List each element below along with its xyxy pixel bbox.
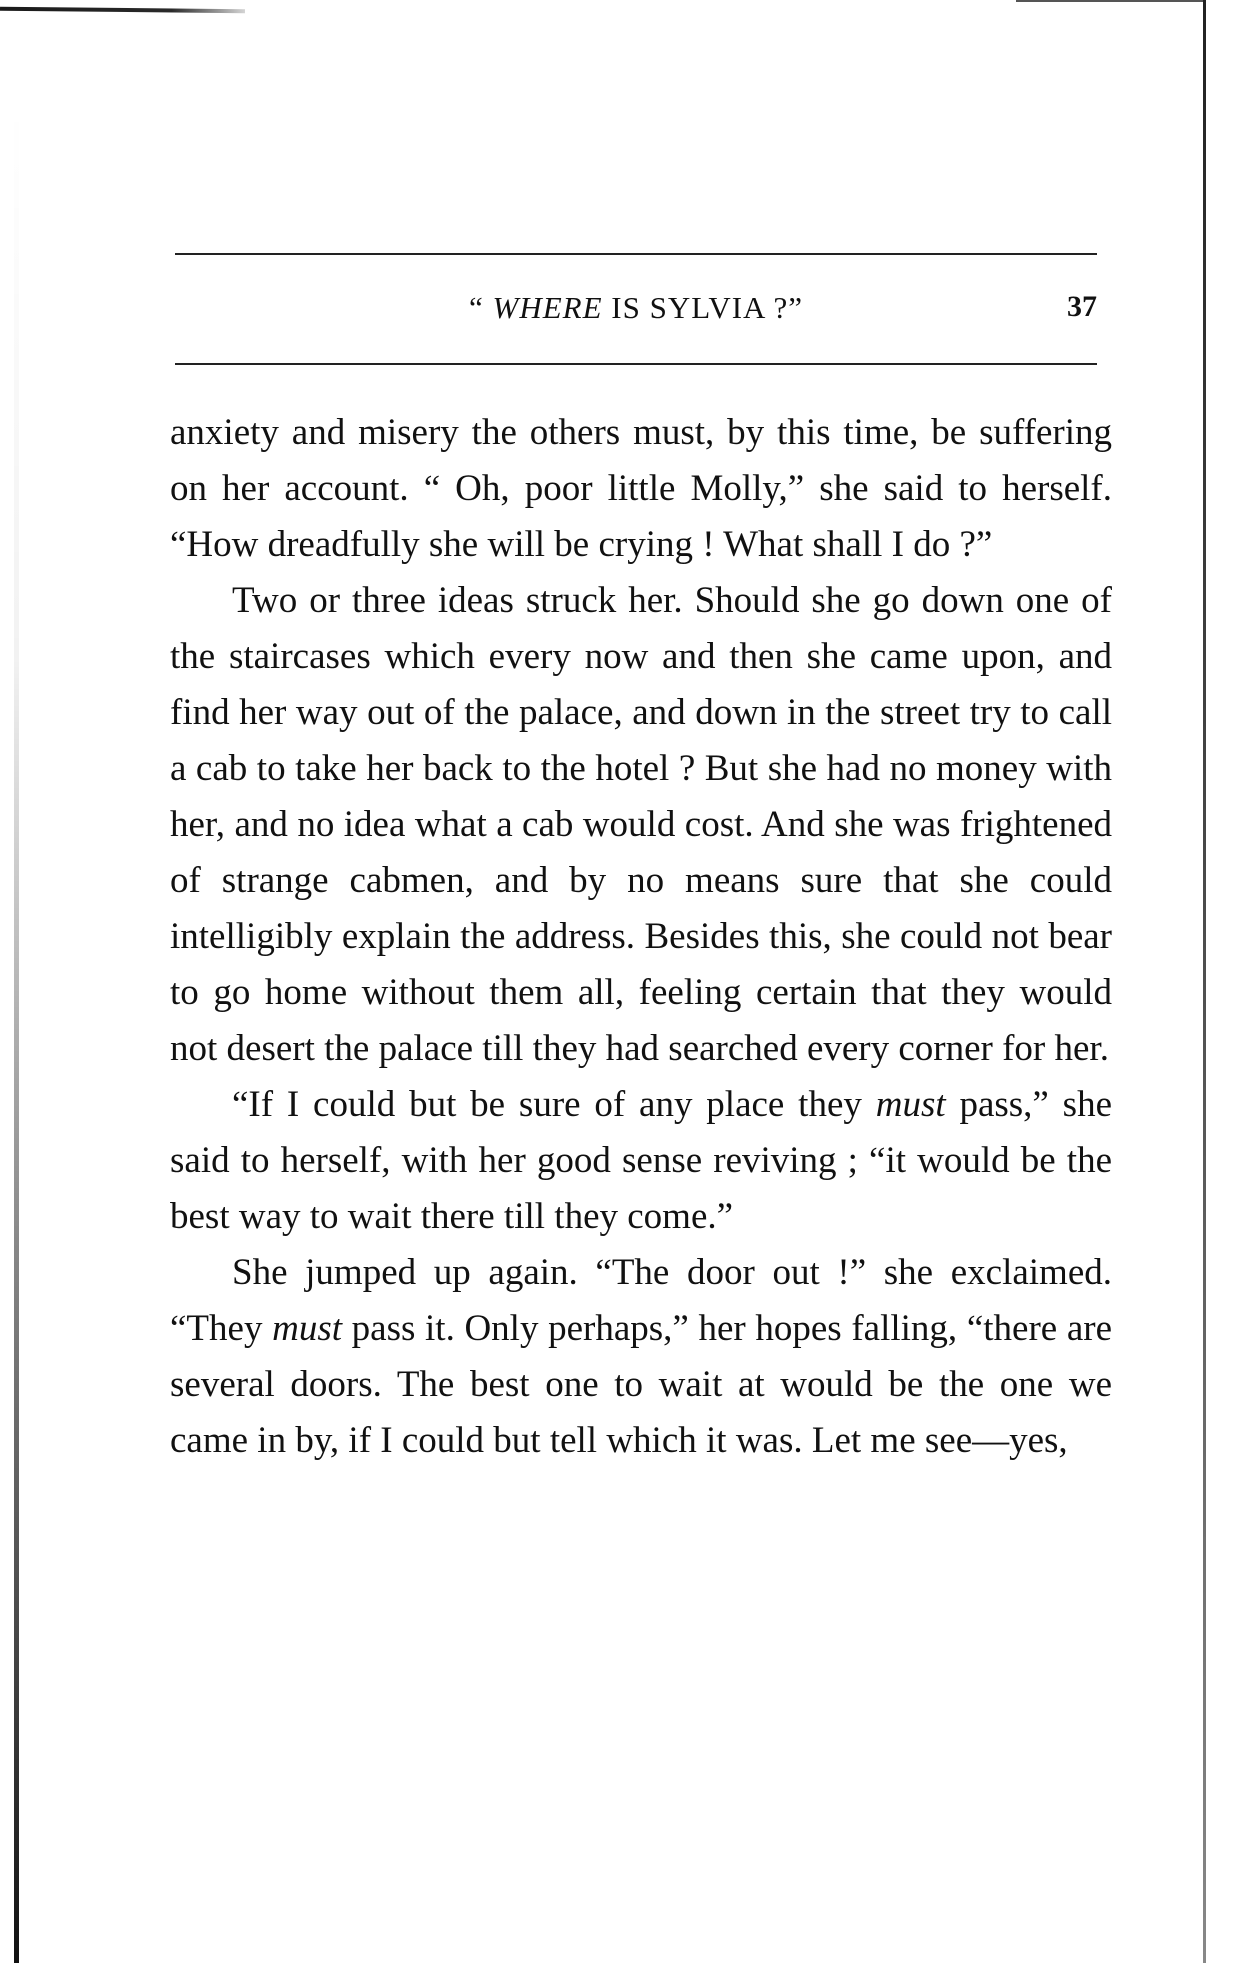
paragraph xyxy=(170,573,1112,1077)
title-open-quote: “ xyxy=(469,290,493,325)
body-text xyxy=(170,405,1112,1469)
italic-emphasis: must xyxy=(272,1308,342,1349)
header-rule-top xyxy=(175,253,1097,255)
paragraph xyxy=(170,405,1112,573)
page-number: 37 xyxy=(1067,290,1097,323)
italic-emphasis: must xyxy=(875,1084,946,1125)
title-rest: IS SYLVIA ?” xyxy=(602,290,803,325)
header-rule-bottom xyxy=(175,363,1097,365)
text-segment: anxiety and misery the others must, by this time, be suffering on her account. “ Oh, poor little Molly,” she said to herself. “How dreadfully she will be crying ! What shall I do ?” xyxy=(170,412,1112,565)
page-edge-shadow xyxy=(1203,0,1206,1963)
paragraph xyxy=(170,1245,1112,1469)
title-italic-word: WHERE xyxy=(492,290,603,325)
scan-edge-mark xyxy=(1016,0,1206,2)
text-segment: She jumped up again. “The door out !” she exclaimed. “They xyxy=(170,1252,1112,1349)
text-segment: Two or three ideas struck her. Should she go down one of the staircases which every now and then she came upon, and find her way out of the palace, and down in the street try to call a cab to take her back to the hotel ? But she had no money with her, and no idea what a cab would cost. And she was frightened of strange cabmen, and by no means sure that she could intelligibly explain the address. Besides this, she could not bear to go home without them all, feeling certain that they would not desert the palace till they had searched every corner for her. xyxy=(170,580,1112,1069)
running-title xyxy=(175,290,1097,326)
text-segment: pass,” she said to herself, with her good sense reviving ; “it would be the best way to wait there till they come.” xyxy=(170,1084,1112,1237)
scan-edge-mark xyxy=(0,7,245,14)
page-binding-shadow xyxy=(14,100,19,1963)
text-segment: “If I could but be sure of any place they xyxy=(232,1084,876,1125)
paragraph xyxy=(170,1077,1112,1245)
text-segment: pass it. Only perhaps,” her hopes falling, “there are several doors. The best one to wait at would be the one we came in by, if I could but tell which it was. Let me see—yes, xyxy=(170,1308,1112,1461)
running-header xyxy=(175,290,1097,340)
